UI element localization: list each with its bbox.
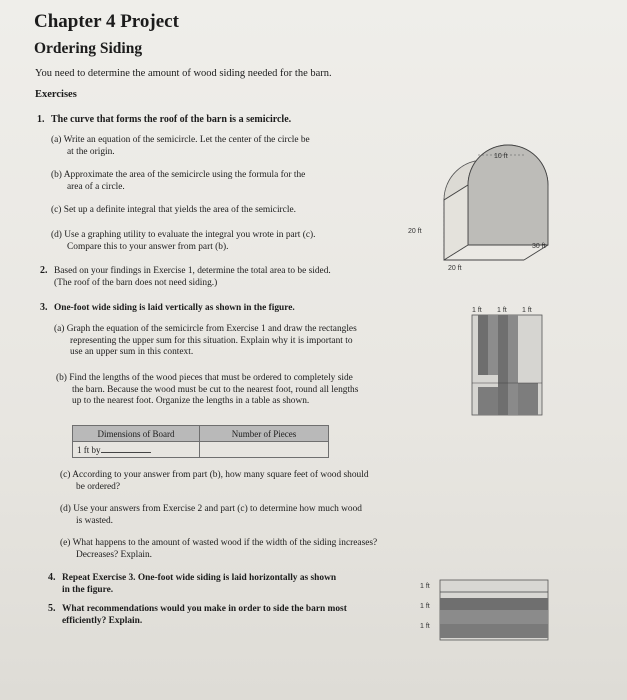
exercise-3	[40, 302, 295, 315]
vertical-label-2: 1 ft	[497, 307, 507, 314]
exercise-3e	[60, 538, 377, 561]
board-table-col-pieces: Number of Pieces	[200, 426, 329, 442]
chapter-title: Chapter 4 Project	[34, 11, 179, 32]
exercise-1	[37, 114, 291, 125]
exercise-1d	[51, 230, 316, 253]
exercise-4-line1: Repeat Exercise 3. One-foot wide siding is laid horizontally as shown	[62, 573, 337, 583]
exercise-1a-line2: at the origin.	[67, 146, 115, 157]
vertical-board-6	[518, 383, 538, 415]
exercise-1d-line1: (d) Use a graphing utility to evaluate the integral you wrote in part (c).	[51, 230, 316, 240]
exercise-1a-line1: (a) Write an equation of the semicircle. Let the center of the circle be	[51, 135, 310, 145]
exercise-3e-line1: (e) What happens to the amount of wasted wood if the width of the siding increases?	[60, 538, 378, 548]
horizontal-label-1: 1 ft	[420, 583, 430, 590]
exercise-4	[48, 572, 336, 596]
exercise-1-text: The curve that forms the roof of the barn is a semicircle.	[51, 114, 292, 125]
exercise-5	[48, 603, 347, 627]
vertical-board-1	[478, 315, 488, 375]
board-table-cell-pieces	[200, 442, 329, 458]
vertical-board-5	[478, 387, 498, 415]
vertical-board-4	[508, 315, 518, 415]
exercise-1b-line1: (b) Approximate the area of the semicircle using the formula for the	[51, 170, 306, 180]
exercise-5-line1: What recommendations would you make in order to side the barn most	[62, 604, 347, 614]
board-table-cell-dimensions: 1 ft by	[73, 442, 200, 458]
exercise-3-text: One-foot wide siding is laid vertically as shown in the figure.	[54, 303, 295, 313]
board-table	[72, 425, 329, 458]
vertical-board-3	[498, 315, 508, 415]
exercise-1b	[51, 170, 305, 193]
exercise-3d-line1: (d) Use your answers from Exercise 2 and part (c) to determine how much wood	[60, 504, 362, 514]
exercise-1b-line2: area of a circle.	[67, 181, 125, 192]
table-row	[73, 442, 329, 458]
exercise-3a-line3: use an upper sum in this context.	[70, 347, 194, 357]
exercise-3b-line3: up to the nearest foot. Organize the lengths in a table as shown.	[72, 396, 310, 406]
board-table-header	[73, 426, 329, 442]
barn-figure	[408, 110, 558, 280]
vertical-label-3: 1 ft	[522, 307, 532, 314]
exercise-3c-line2: be ordered?	[76, 481, 120, 492]
exercises-heading: Exercises	[35, 89, 77, 100]
exercise-1c: (c) Set up a definite integral that yields the area of the semicircle.	[51, 205, 296, 215]
vertical-label-1: 1 ft	[472, 307, 482, 314]
horizontal-label-2: 1 ft	[420, 603, 430, 610]
exercise-1d-line2: Compare this to your answer from part (b).	[67, 241, 229, 252]
vertical-siding-figure	[470, 305, 550, 425]
exercise-2	[40, 265, 331, 289]
exercise-2-number: 2.	[40, 265, 48, 276]
exercise-3a	[54, 324, 357, 359]
exercise-3b-line1: (b) Find the lengths of the wood pieces that must be ordered to completely side	[56, 373, 353, 383]
exercise-1-number: 1.	[37, 114, 45, 125]
board-table-col-dimensions: Dimensions of Board	[73, 426, 200, 442]
label-height: 20 ft	[408, 228, 422, 235]
exercise-3c	[60, 470, 369, 493]
intro-text: You need to determine the amount of wood siding needed for the barn.	[35, 68, 332, 79]
horizontal-board-2	[440, 610, 548, 624]
horizontal-label-3: 1 ft	[420, 623, 430, 630]
exercise-5-line2: efficiently? Explain.	[62, 615, 143, 626]
project-title: Ordering Siding	[34, 40, 143, 57]
horizontal-siding-figure	[420, 578, 550, 648]
exercise-3e-line2: Decreases? Explain.	[76, 549, 153, 560]
exercise-2-line2: (The roof of the barn does not need siding.)	[54, 277, 218, 288]
exercise-3d	[60, 504, 362, 527]
exercise-3b	[56, 373, 358, 408]
exercise-3b-line2: the barn. Because the wood must be cut to the nearest foot, round all lengths	[72, 384, 359, 395]
exercise-5-number: 5.	[48, 603, 56, 614]
horizontal-board-1	[440, 598, 548, 610]
exercise-3a-line2: representing the upper sum for this situation. Explain why it is important to	[70, 335, 353, 346]
exercise-4-number: 4.	[48, 572, 56, 583]
exercise-2-line1: Based on your findings in Exercise 1, determine the total area to be sided.	[54, 266, 331, 276]
exercise-1a	[51, 135, 310, 158]
exercise-3a-line1: (a) Graph the equation of the semicircle from Exercise 1 and draw the rectangles	[54, 324, 357, 334]
label-top: 10 ft	[494, 153, 508, 160]
label-depth: 30 ft	[532, 243, 546, 250]
exercise-3d-line2: is wasted.	[76, 515, 113, 526]
label-width: 20 ft	[448, 265, 462, 272]
horizontal-board-3	[440, 624, 548, 638]
barn-front-face	[468, 145, 548, 245]
exercise-3-number: 3.	[40, 302, 48, 313]
exercise-3c-line1: (c) According to your answer from part (b), how many square feet of wood should	[60, 470, 369, 480]
exercise-4-line2: in the figure.	[62, 584, 114, 595]
vertical-board-2	[488, 315, 498, 375]
